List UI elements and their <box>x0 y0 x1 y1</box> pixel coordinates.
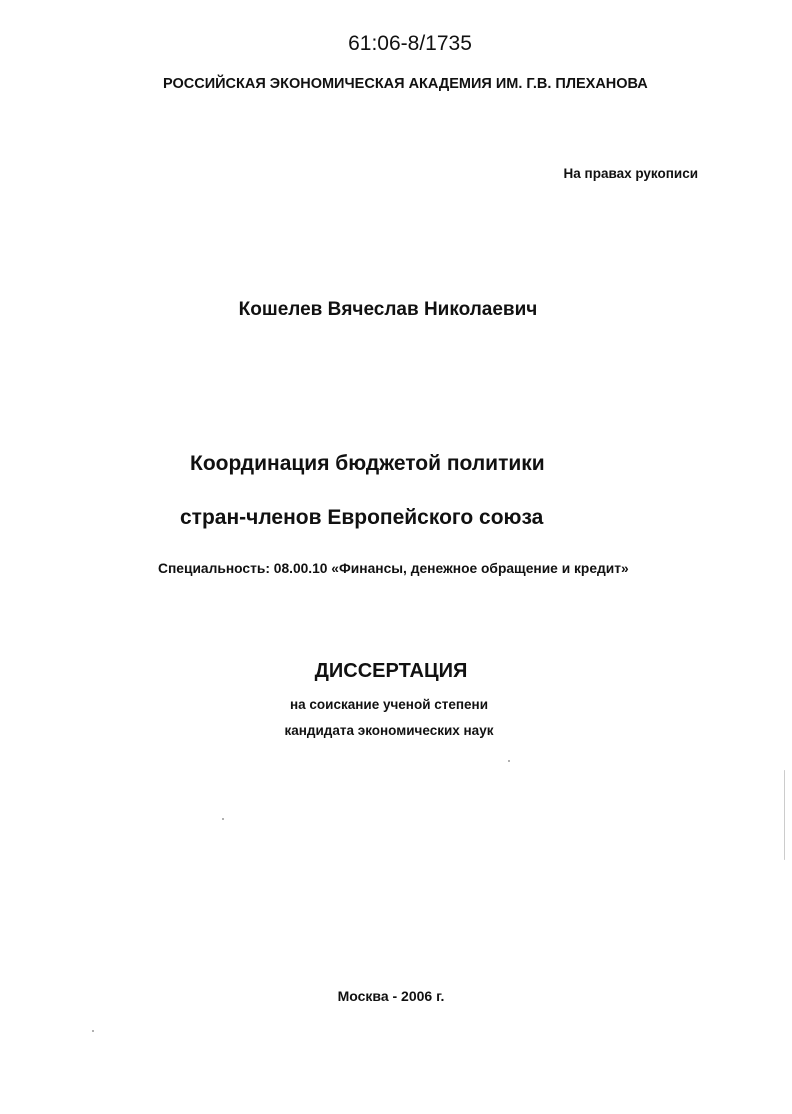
scan-speck <box>508 760 510 762</box>
specialty: Специальность: 08.00.10 «Финансы, денежное обращение и кредит» <box>158 561 629 576</box>
title-line-1: Координация бюджетой политики <box>190 452 545 475</box>
institution: РОССИЙСКАЯ ЭКОНОМИЧЕСКАЯ АКАДЕМИЯ ИМ. Г.В. ПЛЕХАНОВА <box>163 76 648 92</box>
place-year: Москва - 2006 г. <box>337 988 445 1004</box>
author-name: Кошелев Вячеслав Николаевич <box>238 299 538 320</box>
title-line-2: стран-членов Европейского союза <box>180 506 544 529</box>
stamp-number: 61:06-8/1735 <box>348 32 472 55</box>
degree-line-1: на соискание ученой степени <box>290 697 488 712</box>
manuscript-note: На правах рукописи <box>563 166 698 181</box>
scan-edge-mark <box>784 770 785 860</box>
scan-speck <box>222 818 224 820</box>
degree-line-2: кандидата экономических наук <box>284 723 494 738</box>
scan-speck <box>92 1030 94 1032</box>
document-type: ДИССЕРТАЦИЯ <box>314 660 468 682</box>
